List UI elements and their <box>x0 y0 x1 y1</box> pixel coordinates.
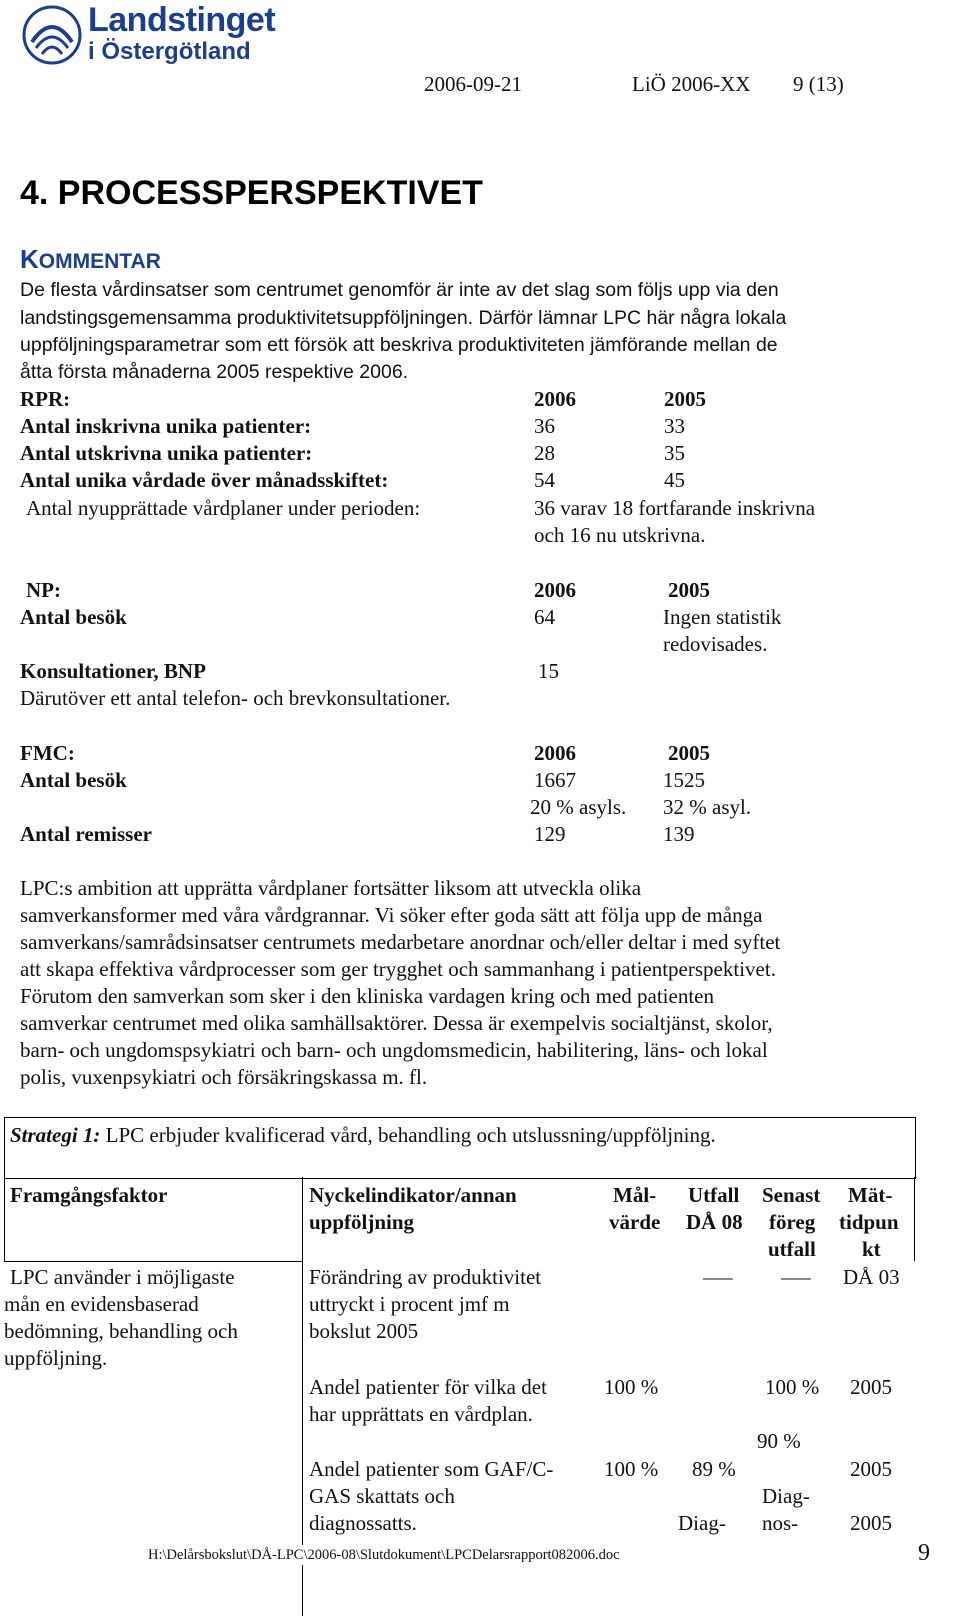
th-mattidpunkt-3: kt <box>862 1237 881 1261</box>
fmc-label: FMC: <box>20 741 75 765</box>
th-senast-2: föreg <box>769 1210 816 1234</box>
rpr-row-label: Antal unika vårdade över månadsskiftet: <box>20 468 389 492</box>
row3-tidpunkt: 2005 <box>850 1457 892 1481</box>
kommentar-line-2: landstingsgemensamma produktivitetsuppföljningen. Därför lämnar LPC här några lokala <box>20 307 787 329</box>
rpr-year-2: 2005 <box>664 387 706 411</box>
factor-line: mån en evidensbaserad <box>4 1292 199 1316</box>
footer-page-number: 9 <box>918 1540 930 1566</box>
factor-line: LPC använder i möjligaste <box>10 1265 235 1289</box>
rpr-row-value: 28 <box>534 441 555 465</box>
row1-indicator-line: bokslut 2005 <box>309 1319 419 1343</box>
row3-utfall: 89 % <box>692 1457 736 1481</box>
rpr-row-label: Antal inskrivna unika patienter: <box>20 414 312 438</box>
logo-line2: i Östergötland <box>88 38 251 65</box>
th-utfall-2: DÅ 08 <box>686 1210 743 1234</box>
table-border-left <box>4 1177 5 1261</box>
ambition-line-2: samverkansformer med våra vårdgrannar. Vi söker efter goda sätt att följa upp de många <box>20 903 763 927</box>
th-malvarde-1: Mål- <box>613 1183 657 1207</box>
np-kons-label: Konsultationer, BNP <box>20 659 206 683</box>
np-besok-value-2b: redovisades. <box>663 632 768 656</box>
np-besok-value-2a: Ingen statistik <box>663 605 782 629</box>
np-note: Därutöver ett antal telefon- och brevkonsultationer. <box>20 686 451 710</box>
th-mattidpunkt-2: tidpun <box>839 1210 899 1234</box>
ambition-line-5: Förutom den samverkan som sker i den kliniska vardagen kring och med patienten <box>20 984 714 1008</box>
fmc-besok-value-2: 1525 <box>663 768 705 792</box>
fmc-rem-label: Antal remisser <box>20 822 152 846</box>
fmc-besok-value-1: 1667 <box>534 768 576 792</box>
ambition-line-7: barn- och ungdomspsykiatri och barn- och ungdomsmedicin, habilitering, läns- och lokal <box>20 1038 768 1062</box>
header-doc-id: LiÖ 2006-XX <box>632 72 751 96</box>
fmc-rem-value-2: 139 <box>663 822 695 846</box>
kommentar-line-4: åtta första månaderna 2005 respektive 2006. <box>20 361 409 383</box>
ambition-line-4: att skapa effektiva vårdprocesser som ger trygghet och sammanhang i patientperspektivet. <box>20 957 776 981</box>
th-utfall-1: Utfall <box>688 1183 740 1207</box>
factor-line: uppföljning. <box>4 1346 108 1370</box>
fmc-rem-value-1: 129 <box>534 822 566 846</box>
row1-indicator-line: Förändring av produktivitet <box>309 1265 542 1289</box>
row3-senast-top: 90 % <box>757 1429 801 1453</box>
strategy-label: Strategi 1: <box>10 1123 101 1147</box>
th-framgangsfaktor: Framgångsfaktor <box>10 1183 168 1207</box>
row1-indicator-line: uttryckt i procent jmf m <box>309 1292 510 1316</box>
kommentar-line-1: De flesta vårdinsatser som centrumet genomför är inte av det slag som följs upp via den <box>20 279 779 301</box>
row1-senast: — <box>781 1265 811 1289</box>
page-title: 4. PROCESSPERSPEKTIVET <box>20 174 483 212</box>
np-label: NP: <box>26 578 61 602</box>
rpr-plan-value-1: 36 varav 18 fortfarande inskrivna <box>534 496 816 520</box>
ambition-line-1: LPC:s ambition att upprätta vårdplaner fortsätter liksom att utveckla olika <box>20 876 642 900</box>
np-besok-value-1: 64 <box>534 605 555 629</box>
rpr-plan-value-2: och 16 nu utskrivna. <box>534 523 706 547</box>
header-page-of: 9 (13) <box>793 72 844 96</box>
ambition-line-6: samverkar centrumet med olika samhällsaktörer. Dessa är exempelvis socialtjänst, skolor, <box>20 1011 773 1035</box>
rpr-row-value: 45 <box>664 468 685 492</box>
ambition-line-3: samverkans/samrådsinsatser centrumets medarbetare anordnar och/eller deltar i med syftet <box>20 930 781 954</box>
kommentar-line-3: uppföljningsparametrar som ett försök att beskriva produktiviteten jämförande mellan de <box>20 334 778 356</box>
rpr-year-1: 2006 <box>534 387 576 411</box>
table-border-right <box>914 1177 915 1261</box>
section-title-kommentar <box>20 244 161 275</box>
rpr-row-value: 35 <box>664 441 685 465</box>
row3-indicator-line: diagnossatts. <box>309 1511 417 1535</box>
np-year-2: 2005 <box>668 578 710 602</box>
th-malvarde-2: värde <box>609 1210 661 1234</box>
row3-tidpunkt-2: 2005 <box>850 1511 892 1535</box>
logo-line1: Landstinget <box>88 1 276 39</box>
rpr-label: RPR: <box>20 387 71 411</box>
kommentar-rest: OMMENTAR <box>38 250 161 273</box>
kommentar-initial: K <box>20 244 39 274</box>
th-senast-1: Senast <box>762 1183 821 1207</box>
row2-senast: 100 % <box>765 1375 820 1399</box>
fmc-asyl-value-1: 20 % asyls. <box>530 795 627 819</box>
row2-indicator-line: har upprättats en vårdplan. <box>309 1402 533 1426</box>
strategy-text: LPC erbjuder kvalificerad vård, behandling och utslussning/uppföljning. <box>100 1123 716 1147</box>
row1-utfall: — <box>703 1265 733 1289</box>
th-nyckelindikator-1: Nyckelindikator/annan <box>309 1183 517 1207</box>
row3-indicator-line: GAS skattats och <box>309 1484 455 1508</box>
row1-tidpunkt: DÅ 03 <box>843 1265 900 1289</box>
fmc-besok-label: Antal besök <box>20 768 127 792</box>
np-besok-label: Antal besök <box>20 605 127 629</box>
np-year-1: 2006 <box>534 578 576 602</box>
footer-path: H:\Delårsbokslut\DÅ-LPC\2006-08\Slutdokument\LPCDelarsrapport082006.doc <box>148 1547 620 1563</box>
logo-emblem-icon <box>22 4 82 66</box>
fmc-year-2: 2005 <box>668 741 710 765</box>
th-nyckelindikator-2: uppföljning <box>309 1210 415 1234</box>
row3-senast-bot: nos- <box>762 1511 799 1535</box>
rpr-row-value: 54 <box>534 468 555 492</box>
th-senast-3: utfall <box>768 1237 816 1261</box>
fmc-year-1: 2006 <box>534 741 576 765</box>
logo <box>22 1 282 68</box>
rpr-row-value: 36 <box>534 414 555 438</box>
row3-utfall-2: Diag- <box>678 1511 726 1535</box>
rpr-row-value: 33 <box>664 414 685 438</box>
row3-malvarde: 100 % <box>604 1457 659 1481</box>
factor-line: bedömning, behandling och <box>4 1319 238 1343</box>
rpr-plan-label: Antal nyupprättade vårdplaner under perioden: <box>26 496 421 520</box>
np-kons-value: 15 <box>538 659 559 683</box>
row2-malvarde: 100 % <box>604 1375 659 1399</box>
row2-indicator-line: Andel patienter för vilka det <box>309 1375 547 1399</box>
ambition-line-8: polis, vuxenpsykiatri och försäkringskassa m. fl. <box>20 1065 428 1089</box>
row3-indicator-line: Andel patienter som GAF/C- <box>309 1457 554 1481</box>
header-date: 2006-09-21 <box>424 72 522 96</box>
table-header-divider <box>4 1261 302 1262</box>
row3-senast-mid: Diag- <box>762 1484 810 1508</box>
rpr-row-label: Antal utskrivna unika patienter: <box>20 441 313 465</box>
strategy-line <box>10 1121 716 1149</box>
fmc-asyl-value-2: 32 % asyl. <box>663 795 752 819</box>
th-mattidpunkt-1: Mät- <box>848 1183 893 1207</box>
row2-tidpunkt: 2005 <box>850 1375 892 1399</box>
